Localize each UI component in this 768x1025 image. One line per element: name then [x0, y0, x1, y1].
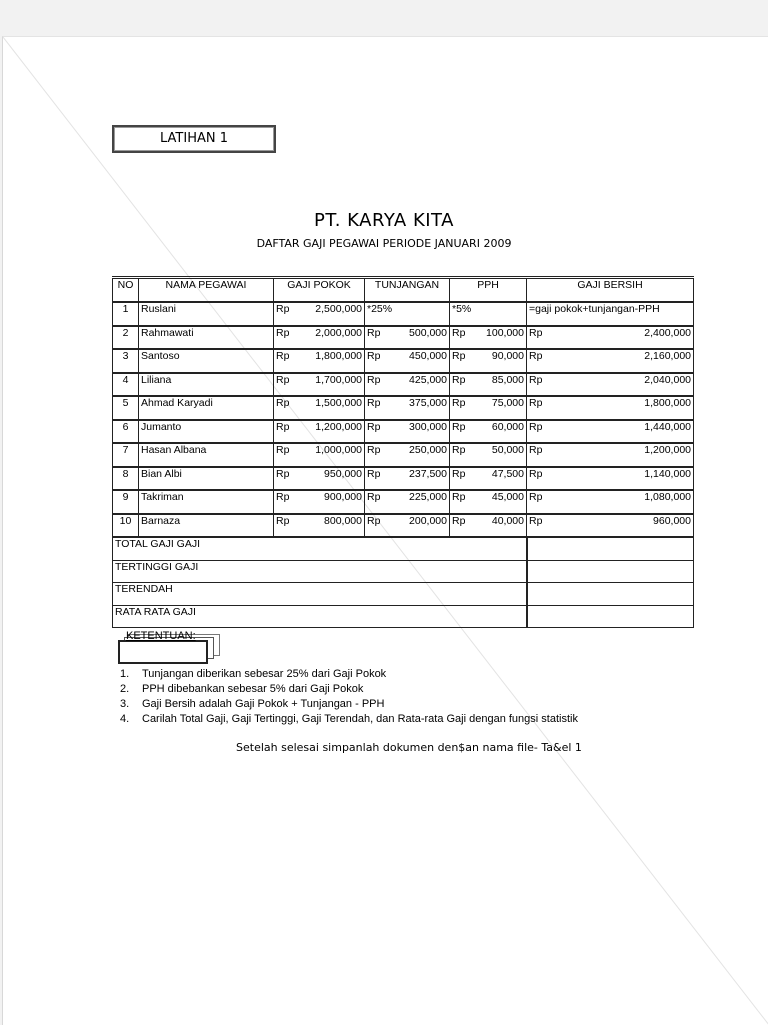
currency-label: Rp	[276, 467, 290, 480]
cell-pph	[450, 443, 527, 467]
summary-row-tertinggi	[113, 560, 694, 583]
cell-gaji-pokok	[274, 420, 365, 444]
cell-gaji-pokok	[274, 443, 365, 467]
cell-gaji-pokok	[274, 349, 365, 373]
currency-label: Rp	[276, 350, 290, 362]
currency-label: Rp	[529, 397, 543, 409]
list-text: Carilah Total Gaji, Gaji Tertinggi, Gaji Terendah, dan Rata-rata Gaji dengan fungsi statistik	[142, 713, 578, 725]
cell-pph	[450, 396, 527, 420]
amount: 800,000	[324, 514, 362, 527]
cell-tunjangan	[365, 373, 450, 397]
currency-label: Rp	[529, 420, 543, 433]
amount: 1,140,000	[644, 467, 691, 480]
table-row	[113, 326, 694, 350]
ketentuan-label: KETENTUAN:	[126, 630, 196, 642]
summary-value	[527, 560, 694, 583]
table-row	[113, 373, 694, 397]
currency-label: Rp	[529, 373, 543, 386]
table-row	[113, 514, 694, 538]
cell-no: 8	[113, 467, 139, 491]
currency-label: Rp	[276, 444, 290, 456]
amount: 1,200,000	[315, 420, 362, 433]
cell-nama: Santoso	[139, 349, 274, 373]
currency-label: Rp	[367, 350, 381, 362]
cell-gaji-bersih: =gaji pokok+tunjangan-PPH	[527, 302, 694, 326]
summary-label: TOTAL GAJI GAJI	[113, 537, 527, 560]
amount: 300,000	[409, 420, 447, 433]
cell-gaji-pokok	[274, 373, 365, 397]
currency-label: Rp	[529, 350, 543, 362]
cell-no: 7	[113, 443, 139, 467]
header-no: NO	[113, 278, 139, 303]
amount: 200,000	[409, 514, 447, 527]
list-item	[120, 667, 578, 682]
currency-label: Rp	[452, 350, 466, 362]
cell-pph	[450, 420, 527, 444]
currency-label: Rp	[452, 420, 466, 433]
cell-nama: Takriman	[139, 490, 274, 514]
amount: 950,000	[324, 467, 362, 480]
amount: 75,000	[491, 397, 524, 409]
amount: 500,000	[409, 326, 447, 339]
cell-gaji-pokok	[274, 490, 365, 514]
currency-label: Rp	[367, 397, 381, 409]
amount: 250,000	[409, 444, 447, 456]
currency-label: Rp	[452, 491, 466, 503]
amount: 450,000	[409, 350, 447, 362]
cell-pph	[450, 490, 527, 514]
list-item	[120, 682, 578, 697]
cell-nama: Ruslani	[139, 302, 274, 326]
ketentuan-list	[120, 667, 578, 727]
amount: 2,160,000	[644, 350, 691, 362]
cell-no: 10	[113, 514, 139, 538]
list-number: 3.	[120, 698, 130, 710]
cell-no: 4	[113, 373, 139, 397]
footer-note: Setelah selesai simpanlah dokumen den$an nama file- Ta&el 1	[236, 741, 582, 754]
amount: 2,500,000	[315, 303, 362, 315]
amount: 90,000	[491, 350, 524, 362]
currency-label: Rp	[367, 326, 381, 339]
cell-tunjangan	[365, 396, 450, 420]
amount: 900,000	[324, 491, 362, 503]
list-item	[120, 712, 578, 727]
amount: 375,000	[409, 397, 447, 409]
currency-label: Rp	[529, 444, 543, 456]
currency-label: Rp	[452, 326, 466, 339]
amount: 225,000	[409, 491, 447, 503]
currency-label: Rp	[367, 444, 381, 456]
header-gaji-pokok: GAJI POKOK	[274, 278, 365, 303]
amount: 60,000	[491, 420, 524, 433]
table-row	[113, 349, 694, 373]
currency-label: Rp	[276, 303, 290, 315]
header-tunjangan: TUNJANGAN	[365, 278, 450, 303]
amount: 425,000	[409, 373, 447, 386]
amount: 960,000	[653, 514, 691, 527]
amount: 1,800,000	[644, 397, 691, 409]
cell-tunjangan	[365, 420, 450, 444]
cell-nama: Liliana	[139, 373, 274, 397]
cell-no: 6	[113, 420, 139, 444]
company-title: PT. KARYA KITA	[314, 210, 454, 231]
header-gaji-bersih: GAJI BERSIH	[527, 278, 694, 303]
amount: 1,080,000	[644, 491, 691, 503]
currency-label: Rp	[529, 326, 543, 339]
cell-gaji-bersih	[527, 326, 694, 350]
list-number: 4.	[120, 713, 130, 725]
amount: 47,500	[491, 467, 524, 480]
table-row	[113, 443, 694, 467]
list-text: PPH dibebankan sebesar 5% dari Gaji Pokok	[142, 683, 364, 695]
list-item	[120, 697, 578, 712]
amount: 1,200,000	[644, 444, 691, 456]
summary-value	[527, 605, 694, 628]
cell-tunjangan: *25%	[365, 302, 450, 326]
cell-nama: Jumanto	[139, 420, 274, 444]
cell-gaji-bersih	[527, 396, 694, 420]
table-row	[113, 302, 694, 326]
currency-label: Rp	[276, 491, 290, 503]
table-row	[113, 467, 694, 491]
table-row	[113, 396, 694, 420]
currency-label: Rp	[452, 444, 466, 456]
latihan-label-box: LATIHAN 1	[112, 125, 276, 153]
cell-nama: Barnaza	[139, 514, 274, 538]
list-number: 2.	[120, 683, 130, 695]
report-subtitle: DAFTAR GAJI PEGAWAI PERIODE JANUARI 2009	[256, 237, 512, 250]
currency-label: Rp	[529, 514, 543, 527]
cell-pph: *5%	[450, 302, 527, 326]
amount: 85,000	[491, 373, 524, 386]
cell-no: 9	[113, 490, 139, 514]
summary-label: RATA RATA GAJI	[113, 605, 527, 628]
cell-nama: Bian Albi	[139, 467, 274, 491]
cell-pph	[450, 326, 527, 350]
cell-gaji-pokok	[274, 396, 365, 420]
header-nama: NAMA PEGAWAI	[139, 278, 274, 303]
amount: 50,000	[491, 444, 524, 456]
currency-label: Rp	[276, 420, 290, 433]
box-layer	[118, 640, 208, 664]
amount: 2,400,000	[644, 326, 691, 339]
currency-label: Rp	[367, 420, 381, 433]
currency-label: Rp	[367, 491, 381, 503]
cell-pph	[450, 514, 527, 538]
table-row	[113, 490, 694, 514]
cell-tunjangan	[365, 443, 450, 467]
cell-tunjangan	[365, 467, 450, 491]
cell-tunjangan	[365, 349, 450, 373]
header-pph: PPH	[450, 278, 527, 303]
cell-no: 1	[113, 302, 139, 326]
summary-value	[527, 537, 694, 560]
cell-gaji-bersih	[527, 349, 694, 373]
summary-label: TERENDAH	[113, 583, 527, 606]
cell-gaji-pokok	[274, 514, 365, 538]
cell-gaji-bersih	[527, 490, 694, 514]
currency-label: Rp	[452, 397, 466, 409]
currency-label: Rp	[452, 373, 466, 386]
cell-gaji-bersih	[527, 467, 694, 491]
amount: 45,000	[491, 491, 524, 503]
table-header-row	[113, 278, 694, 303]
salary-table	[112, 276, 694, 628]
list-number: 1.	[120, 668, 130, 680]
cell-gaji-bersih	[527, 443, 694, 467]
cell-gaji-pokok	[274, 326, 365, 350]
currency-label: Rp	[276, 397, 290, 409]
cell-gaji-pokok	[274, 302, 365, 326]
summary-row-total	[113, 537, 694, 560]
summary-row-rata-rata	[113, 605, 694, 628]
cell-no: 2	[113, 326, 139, 350]
amount: 237,500	[409, 467, 447, 480]
currency-label: Rp	[529, 491, 543, 503]
currency-label: Rp	[367, 467, 381, 480]
amount: 1,000,000	[315, 444, 362, 456]
cell-gaji-bersih	[527, 420, 694, 444]
amount: 2,040,000	[644, 373, 691, 386]
cell-tunjangan	[365, 326, 450, 350]
cell-tunjangan	[365, 490, 450, 514]
cell-nama: Rahmawati	[139, 326, 274, 350]
summary-row-terendah	[113, 583, 694, 606]
cell-pph	[450, 349, 527, 373]
currency-label: Rp	[367, 514, 381, 527]
table-row	[113, 420, 694, 444]
currency-label: Rp	[276, 326, 290, 339]
cell-nama: Ahmad Karyadi	[139, 396, 274, 420]
summary-value	[527, 583, 694, 606]
currency-label: Rp	[452, 467, 466, 480]
cell-gaji-bersih	[527, 373, 694, 397]
summary-label: TERTINGGI GAJI	[113, 560, 527, 583]
cell-no: 5	[113, 396, 139, 420]
cell-pph	[450, 467, 527, 491]
amount: 1,700,000	[315, 373, 362, 386]
list-text: Tunjangan diberikan sebesar 25% dari Gaji Pokok	[142, 668, 387, 680]
cell-pph	[450, 373, 527, 397]
amount: 1,800,000	[315, 350, 362, 362]
amount: 1,500,000	[315, 397, 362, 409]
cell-tunjangan	[365, 514, 450, 538]
currency-label: Rp	[276, 373, 290, 386]
currency-label: Rp	[276, 514, 290, 527]
cell-nama: Hasan Albana	[139, 443, 274, 467]
list-text: Gaji Bersih adalah Gaji Pokok + Tunjangan - PPH	[142, 698, 385, 710]
cell-gaji-bersih	[527, 514, 694, 538]
currency-label: Rp	[529, 467, 543, 480]
amount: 40,000	[491, 514, 524, 527]
currency-label: Rp	[452, 514, 466, 527]
amount: 100,000	[486, 326, 524, 339]
cell-no: 3	[113, 349, 139, 373]
currency-label: Rp	[367, 373, 381, 386]
amount: 2,000,000	[315, 326, 362, 339]
cell-gaji-pokok	[274, 467, 365, 491]
amount: 1,440,000	[644, 420, 691, 433]
